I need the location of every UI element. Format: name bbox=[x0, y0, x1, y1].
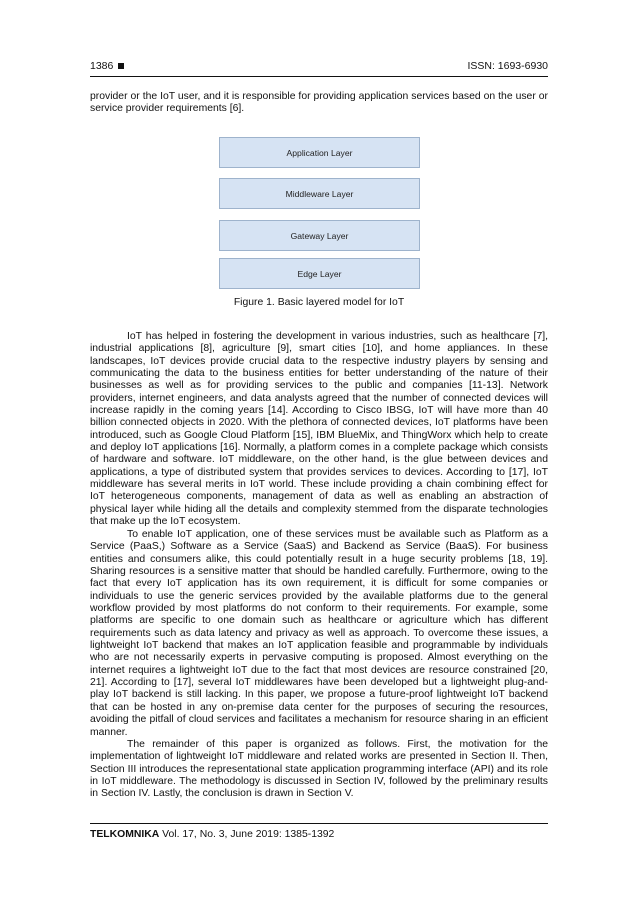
paragraph-continued: provider or the IoT user, and it is responsible for providing application services based on the user or service provider requirements [6]. bbox=[90, 91, 548, 115]
running-head-left bbox=[90, 60, 124, 72]
paragraph-iot-industries: IoT has helped in fostering the development in various industries, such as healthcare [7], industrial applications [8], agriculture [9], smart cities [10], and home appliances. In these landscapes, IoT devices provide crucial data to the respective industry players by sensing and communicating the data to the business entities for better understanding of the nature of their businesses as well as for providing services to the public and companies [11-13]. Network providers, internet engineers, and data analysts agreed that the number of connected devices will increase rapidly in the coming years [14]. According to Cisco IBSG, IoT will have more than 40 billion connected objects in 2020. With the plethora of connected devices, IoT platforms have been introduced, such as Google Cloud Platform [15], IBM BlueMix, and ThingWorx which help to create and deploy IoT applications [16]. Normally, a platform comes in a complete package which consists of hardware and software. IoT middleware, on the other hand, is the glue between devices and applications, a type of distributed system that provides services to devices. According to [17], IoT middleware has several merits in IoT world. These include providing a chain combining effect for IoT heterogeneous components, management of data as well as enabling an abstraction of physical layer while hiding all the details and complexity stemmed from the disparate technologies that make up the IoT ecosystem. bbox=[90, 331, 548, 528]
figure-caption: Figure 1. Basic layered model for IoT bbox=[233, 297, 405, 308]
page-number: 1386 bbox=[90, 60, 114, 72]
paragraph-services: To enable IoT application, one of these services must be available such as Platform as a Service (PaaS,) Software as a Service (SaaS) and Backend as Service (BaaS). For business entities and consumers alike, this could potentially result in a huge security problems [18, 19]. Sharing resources is a sensitive matter that should be handled carefully. Furthermore, owing to the fact that every IoT application has its own requirement, it is difficult for some companies or individuals to use the generic services provided by the available platforms due to the general workflow provided by most platforms do not conform to their requirements. For example, some platforms are specific to one domain such as healthcare or agriculture which has different requirements such as data latency and privacy as well as approach. To overcome these issues, a lightweight IoT backend that makes an IoT application feasible and programmable by individuals who are not necessarily experts in pervasive computing is proposed. Almost everything on the internet requires a lightweight IoT due to the fact that most devices are resource constrained [20, 21]. According to [17], several IoT middlewares have been developed but a lightweight plug-and-play IoT backend is still lacking. In this paper, we propose a future-proof lightweight IoT backend that can be hosted in any on-premise data center for the purposes of securing the resources, avoiding the pitfall of cloud services and facilitates a mechanism for resource sharing in an efficient manner. bbox=[90, 529, 548, 738]
layer-box-middleware: Middleware Layer bbox=[219, 178, 420, 209]
running-head bbox=[90, 60, 548, 72]
layer-box-application: Application Layer bbox=[219, 137, 420, 168]
black-square-icon bbox=[118, 63, 124, 69]
layer-box-gateway: Gateway Layer bbox=[219, 220, 420, 251]
layer-box-edge: Edge Layer bbox=[219, 258, 420, 289]
footer-rule bbox=[90, 823, 548, 824]
journal-citation: Vol. 17, No. 3, June 2019: 1385-1392 bbox=[162, 829, 335, 840]
journal-name: TELKOMNIKA bbox=[90, 829, 160, 840]
header-rule bbox=[90, 76, 548, 77]
running-footer bbox=[90, 829, 334, 840]
paragraph-organization: The remainder of this paper is organized as follows. First, the motivation for the implementation of lightweight IoT middleware and related works are presented in Section II. Then, Section III introduces the representational state application programming interface (API) and its role in IoT middleware. The methodology is discussed in Section IV, followed by the preliminary results in Section IV. Lastly, the conclusion is drawn in Section V. bbox=[90, 739, 548, 800]
issn: ISSN: 1693-6930 bbox=[467, 60, 548, 72]
